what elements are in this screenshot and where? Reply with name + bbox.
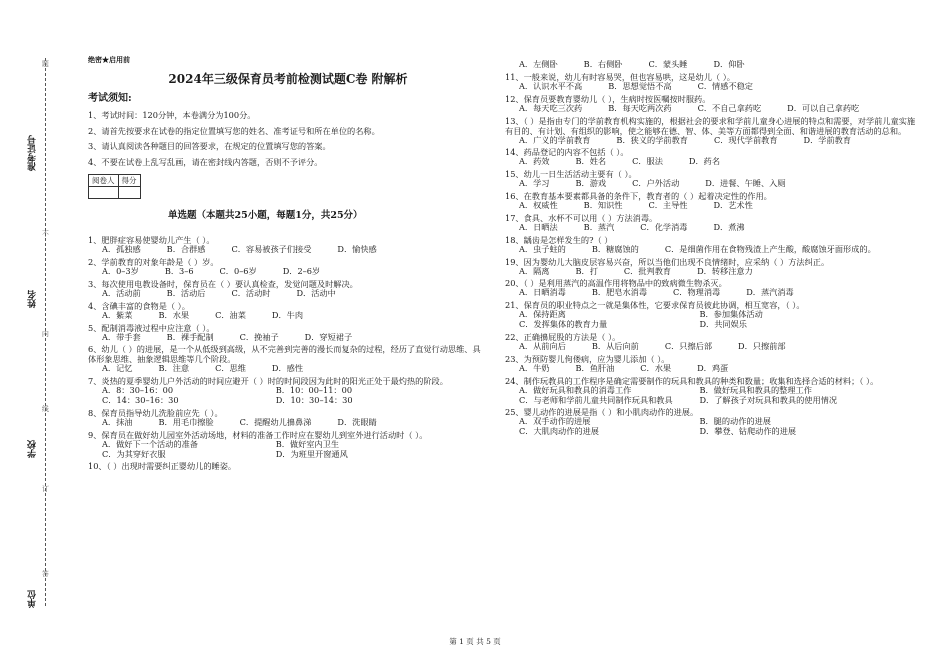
answer-option[interactable]: D．学前教育 — [803, 134, 852, 145]
question-text: 18、龋齿是怎样发生的?（ ） — [505, 234, 613, 245]
answer-option[interactable]: B．游戏 — [575, 178, 607, 189]
margin-tick: 题 — [41, 60, 50, 67]
option-list — [88, 311, 488, 321]
left-column — [88, 56, 488, 473]
answer-option[interactable]: B．姓名 — [575, 156, 607, 167]
question-text: 14、药品登记的内容不包括（ ）。 — [505, 147, 629, 158]
question-text: 22、正确擤屁股的方法是（ ）。 — [505, 331, 621, 342]
answer-option[interactable]: C．发挥集体的教育力量 — [519, 319, 608, 330]
answer-option[interactable]: A．虫子蛀的 — [519, 243, 566, 254]
notice-item: 3、请认真阅读各种题目的回答要求，在规定的位置填写您的答案。 — [88, 141, 331, 152]
right-question-list — [505, 60, 920, 437]
option-list — [505, 104, 920, 114]
answer-option[interactable]: A．带手套 — [102, 331, 141, 342]
question-text: 20、（ ）是利用蒸汽的高温作用将物品中的致病微生物杀灭。 — [505, 278, 727, 289]
option-list — [505, 342, 920, 352]
margin-tick: 订 — [41, 485, 50, 492]
option-list — [505, 60, 920, 70]
question-text: 17、食具、水杯不可以用（ ）方法消毒。 — [505, 212, 658, 223]
question-text: 9、保育员在做好幼儿园室外活动场地，材料的准备工作时应在婴幼儿到室外进行活动时（ ）。 — [88, 429, 428, 440]
question-item — [88, 430, 488, 460]
answer-option[interactable]: B．从后向前 — [591, 340, 639, 351]
answer-option[interactable]: D．蒸汽消毒 — [746, 287, 794, 298]
answer-option[interactable]: D．进餐、午睡、入厕 — [705, 178, 786, 189]
answer-option[interactable]: C．主导性 — [648, 200, 688, 211]
answer-option[interactable]: B．10：00–11：00 — [275, 385, 353, 396]
answer-option[interactable]: B．鱼肝油 — [575, 362, 615, 373]
score-label: 得分 — [118, 175, 140, 187]
option-list — [505, 179, 920, 189]
answer-option[interactable]: C．水果 — [640, 362, 672, 373]
answer-option[interactable]: B．参加集体活动 — [699, 309, 763, 320]
answer-option[interactable]: B．做好玩具和教具的整理工作 — [699, 384, 812, 395]
notice-item: 2、请首先按要求在试卷的指定位置填写您的姓名、准考证号和所在单位的名称。 — [88, 125, 380, 136]
grader-field[interactable] — [89, 187, 119, 199]
option-list — [505, 310, 920, 330]
question-item — [505, 60, 920, 70]
answer-option[interactable]: C．不自己拿药吃 — [697, 102, 762, 113]
question-text: 15、幼儿一日生活活动主要有（ ）。 — [505, 169, 637, 180]
answer-option[interactable]: A．隔离 — [519, 265, 550, 276]
answer-option[interactable]: C．提醒幼儿擤鼻涕 — [239, 416, 312, 427]
answer-option[interactable]: C．大肌肉动作的进展 — [519, 426, 599, 437]
answer-option[interactable]: A．每天吃三次药 — [519, 102, 583, 113]
answer-option[interactable]: B．腿的动作的进展 — [699, 416, 771, 427]
question-item — [505, 72, 920, 92]
notice-item: 1、考试时间：120分钟，本卷满分为100分。 — [88, 109, 256, 120]
answer-option[interactable]: A．孤独感 — [102, 244, 141, 255]
question-item — [88, 408, 488, 428]
answer-option[interactable]: B．活动后 — [166, 287, 206, 298]
margin-tick: 不 — [41, 230, 50, 237]
notice-item: 4、不要在试卷上乱写乱画，请在密封线内答题，否则不予评分。 — [88, 157, 323, 168]
answer-option[interactable]: A．权威性 — [519, 200, 558, 211]
answer-option[interactable]: B．打 — [575, 265, 598, 276]
answer-option[interactable]: A．保持距离 — [519, 309, 566, 320]
school-label: 学校 — [28, 440, 38, 458]
question-item — [505, 407, 920, 437]
answer-option[interactable]: B．思想觉悟不高 — [608, 80, 672, 91]
answer-option[interactable]: A．记忆 — [102, 363, 133, 374]
margin-tick: 线 — [41, 405, 50, 412]
binding-margin — [0, 0, 70, 671]
option-list — [505, 157, 920, 167]
answer-option[interactable]: D．只擦前部 — [738, 340, 786, 351]
answer-option[interactable]: D．仰卧 — [713, 59, 745, 69]
answer-option[interactable]: A．做好玩具和教具的消毒工作 — [519, 384, 632, 395]
question-item — [88, 376, 488, 406]
margin-tick: 内 — [41, 330, 50, 337]
answer-option[interactable]: B．裸手配制 — [166, 331, 214, 342]
name-label: 姓名 — [28, 290, 38, 308]
answer-option[interactable]: B．蒸汽 — [583, 221, 615, 232]
answer-option[interactable]: C．只擦后部 — [664, 340, 713, 351]
option-list — [505, 386, 920, 406]
question-text: 16、在教育基本要素都具备的条件下，教育者的（ ）起着决定性的作用。 — [505, 191, 772, 202]
question-item — [88, 257, 488, 277]
right-column — [505, 60, 920, 439]
answer-option[interactable]: A．认识水平不高 — [519, 80, 583, 91]
secret-mark: 绝密★启用前 — [88, 55, 130, 64]
question-text: 3、每次使用电教设备时，保育员在（ ）要认真检查，发觉问题及时解决。 — [88, 278, 358, 289]
option-list — [505, 82, 920, 92]
answer-option[interactable]: C．物理消毒 — [673, 287, 721, 298]
answer-option[interactable]: A．日晒法 — [519, 221, 558, 232]
answer-option[interactable]: D．鸡蛋 — [697, 362, 729, 373]
exam-number-label: 准考证号 — [28, 135, 38, 171]
answer-option[interactable]: A．学习 — [519, 178, 550, 189]
option-list — [505, 267, 920, 277]
option-list — [88, 289, 488, 299]
answer-option[interactable]: C．与老师和学前儿童共同制作玩具和教具 — [519, 394, 673, 405]
question-item — [505, 213, 920, 233]
grader-label: 阅卷人 — [89, 175, 119, 187]
answer-option[interactable]: D．煮沸 — [713, 221, 745, 232]
answer-option[interactable]: D．10：30–14：30 — [275, 395, 353, 406]
answer-option[interactable]: C．户外活动 — [632, 178, 680, 189]
option-list — [505, 288, 920, 298]
question-item — [505, 94, 920, 114]
question-item — [505, 278, 920, 298]
question-item — [505, 376, 920, 406]
answer-option[interactable]: C．是细菌作用在食物残渣上产生酸，酸腐蚀牙面形成的。 — [664, 243, 876, 254]
question-text: 21、保育员的职业特点之一就是集体性，它要求保育员彼此协调，相互宽容，（ ）。 — [505, 300, 805, 311]
option-list — [88, 386, 488, 406]
section-title: 单选题（本题共25小题，每题1分，共25分） — [168, 210, 363, 221]
question-text: 25、婴儿动作的进展是指（ ）和小肌肉动作的进展。 — [505, 407, 699, 418]
answer-option[interactable]: B．每天吃两次药 — [608, 102, 672, 113]
question-item — [505, 354, 920, 374]
option-list — [88, 418, 488, 428]
answer-option[interactable]: D．穿短裙子 — [304, 331, 353, 342]
question-item — [88, 235, 488, 255]
answer-option[interactable]: C．情感不稳定 — [697, 80, 753, 91]
question-item — [505, 147, 920, 167]
question-text: 19、因为婴幼儿大脑皮层容易兴奋，所以当他们出现不良情绪时，应采纳（ ）方法纠正。 — [505, 256, 830, 267]
answer-option[interactable]: B．狭义的学前教育 — [616, 134, 688, 145]
answer-option[interactable]: C．思维 — [215, 363, 246, 374]
answer-option[interactable]: A．药效 — [519, 156, 550, 167]
left-question-list — [88, 235, 488, 471]
answer-option[interactable]: D．洗眼睛 — [337, 416, 377, 427]
question-text: 1、肥胖症容易使婴幼儿产生（ ）。 — [88, 235, 215, 246]
question-item — [505, 169, 920, 189]
question-text: 23、为预防婴儿佝偻病，应为婴儿添加（ ）。 — [505, 353, 670, 364]
question-text: 6、幼儿（ ）的进展，是一个从低级到高级，从不完善到完善的漫长而复杂的过程，经历了直觉行动思维、具体形象思维、抽象逻辑思维等几个阶段。 — [88, 344, 481, 365]
option-list — [88, 333, 488, 343]
answer-option[interactable]: D．愉快感 — [337, 244, 377, 255]
answer-option[interactable]: A．抹油 — [102, 416, 133, 427]
answer-option[interactable]: B．做好室内卫生 — [275, 438, 340, 449]
question-text: 24、制作玩教具的工作程序是确定需要制作的玩具和教具的种类和数量；收集和选择合适的材料；（ ）。 — [505, 375, 879, 386]
option-list — [505, 245, 920, 255]
answer-option[interactable]: C．批判教育 — [623, 265, 672, 276]
answer-option[interactable]: D．药名 — [688, 156, 721, 167]
answer-option[interactable]: B．肥皂水消毒 — [591, 287, 648, 298]
option-list — [88, 267, 488, 277]
answer-option[interactable]: C．蒙头睡 — [648, 59, 688, 69]
answer-option[interactable]: D．为班里开窗通风 — [275, 448, 348, 459]
score-field[interactable] — [118, 187, 140, 199]
answer-option[interactable]: A．做好下一个活动的准备 — [102, 438, 198, 449]
answer-option[interactable]: C．活动时 — [231, 287, 271, 298]
answer-option[interactable]: C．容易被孩子们接受 — [231, 244, 312, 255]
option-list — [88, 364, 488, 374]
question-item — [505, 257, 920, 277]
answer-option[interactable]: B．知识性 — [583, 200, 623, 211]
option-list — [505, 136, 920, 146]
answer-option[interactable]: A．0–3岁 — [102, 266, 139, 276]
question-item — [505, 332, 920, 352]
answer-option[interactable]: B．水果 — [158, 309, 190, 320]
answer-option[interactable]: D．可以自己拿药吃 — [787, 102, 860, 113]
answer-option[interactable]: C．服法 — [632, 156, 663, 167]
answer-option[interactable]: A．日晒消毒 — [519, 287, 566, 298]
answer-option[interactable]: D．转移注意力 — [697, 265, 753, 276]
question-item — [505, 191, 920, 211]
answer-option[interactable]: A．从前向后 — [519, 340, 566, 351]
question-text: 11、一般来说，幼儿有时容易哭，但也容易哄，这是幼儿（ ）。 — [505, 71, 735, 82]
option-list — [505, 201, 920, 211]
answer-option[interactable]: B．3–6 — [164, 266, 194, 276]
answer-option[interactable]: D．共同娱乐 — [699, 319, 747, 330]
answer-option[interactable]: C．为其穿好衣服 — [102, 448, 166, 459]
question-item — [505, 300, 920, 330]
answer-option[interactable]: C．油菜 — [215, 309, 246, 320]
margin-tick: 答 — [41, 570, 50, 577]
answer-option[interactable]: A．广义的学前教育 — [519, 134, 591, 145]
page-title: 2024年三级保育员考前检测试题C卷 附解析 — [168, 72, 408, 87]
option-list — [88, 245, 488, 255]
answer-option[interactable]: C．现代学前教育 — [713, 134, 778, 145]
answer-option[interactable]: A．左侧卧 — [519, 59, 558, 69]
option-list — [88, 440, 488, 460]
answer-option[interactable]: A．牛奶 — [519, 362, 550, 373]
question-item — [88, 344, 488, 374]
answer-option[interactable]: C．挽袖子 — [239, 331, 279, 342]
answer-option[interactable]: B．糖腐蚀的 — [591, 243, 639, 254]
answer-option[interactable]: A．紫菜 — [102, 309, 133, 320]
answer-option[interactable]: B．右侧卧 — [583, 59, 623, 69]
question-item — [88, 461, 488, 471]
unit-label: 单位 — [28, 590, 38, 608]
question-text: 8、保育员指导幼儿洗脸前应先（ ）。 — [88, 407, 223, 418]
page-footer: 第 1 页 共 5 页 — [449, 637, 501, 646]
question-item — [505, 116, 920, 146]
answer-option[interactable]: D．艺术性 — [713, 200, 753, 211]
question-text: 2、学前教育的对象年龄是（ ）岁。 — [88, 257, 219, 267]
answer-option[interactable]: D．了解孩子对玩具和教具的使用情况 — [699, 394, 838, 405]
question-text: 7、炎热的夏季婴幼儿户外活动的时间应避开（ ）时的时间段因为此时的阳光正处于最灼热的阶段。 — [88, 376, 448, 387]
question-item — [88, 279, 488, 299]
option-list — [505, 364, 920, 374]
question-text: 5、配制消毒液过程中应注意（ ）。 — [88, 322, 215, 333]
question-text: 4、含碘丰富的食物是（ ）。 — [88, 300, 190, 311]
answer-option[interactable]: D．2–6岁 — [282, 266, 321, 276]
answer-option[interactable]: C．14：30–16：30 — [102, 395, 179, 406]
answer-option[interactable]: B．注意 — [158, 363, 190, 374]
answer-option[interactable]: D．攀登、钻爬动作的进展 — [699, 426, 797, 437]
answer-option[interactable]: A．8：30–16：00 — [102, 385, 174, 396]
answer-option[interactable]: D．感性 — [271, 363, 304, 374]
answer-option[interactable]: C．化学消毒 — [640, 221, 688, 232]
notice-list — [88, 111, 488, 168]
answer-option[interactable]: A．双手动作的进展 — [519, 416, 591, 427]
option-list — [505, 223, 920, 233]
option-list — [505, 417, 920, 437]
answer-option[interactable]: C．0–6岁 — [219, 266, 257, 276]
question-text: 13、（ ）是指由专门的学前教育机构实施的，根据社会的要求和学前儿童身心进展的特点和需要，对学前儿童实施有目的、有计划、有组织的影响，使之能够在德、智、体、美等方面都得到全面、和谐进展的教育活动的总和。 — [505, 115, 916, 136]
answer-option[interactable]: D．活动中 — [296, 287, 336, 298]
answer-option[interactable]: B．合群感 — [166, 244, 206, 255]
question-item — [88, 301, 488, 321]
question-item — [505, 235, 920, 255]
question-item — [88, 323, 488, 343]
score-box — [88, 174, 141, 199]
answer-option[interactable]: B．用毛巾擦脸 — [158, 416, 214, 427]
question-text: 12、保育员要教育婴幼儿（ ），生病时按医嘱按时服药。 — [505, 93, 711, 104]
answer-option[interactable]: A．活动前 — [102, 287, 141, 298]
notice-title: 考试须知: — [88, 92, 132, 104]
answer-option[interactable]: D．牛肉 — [271, 309, 304, 320]
question-text: 10、（ ）出现时需要纠正婴幼儿的睡姿。 — [88, 461, 237, 472]
